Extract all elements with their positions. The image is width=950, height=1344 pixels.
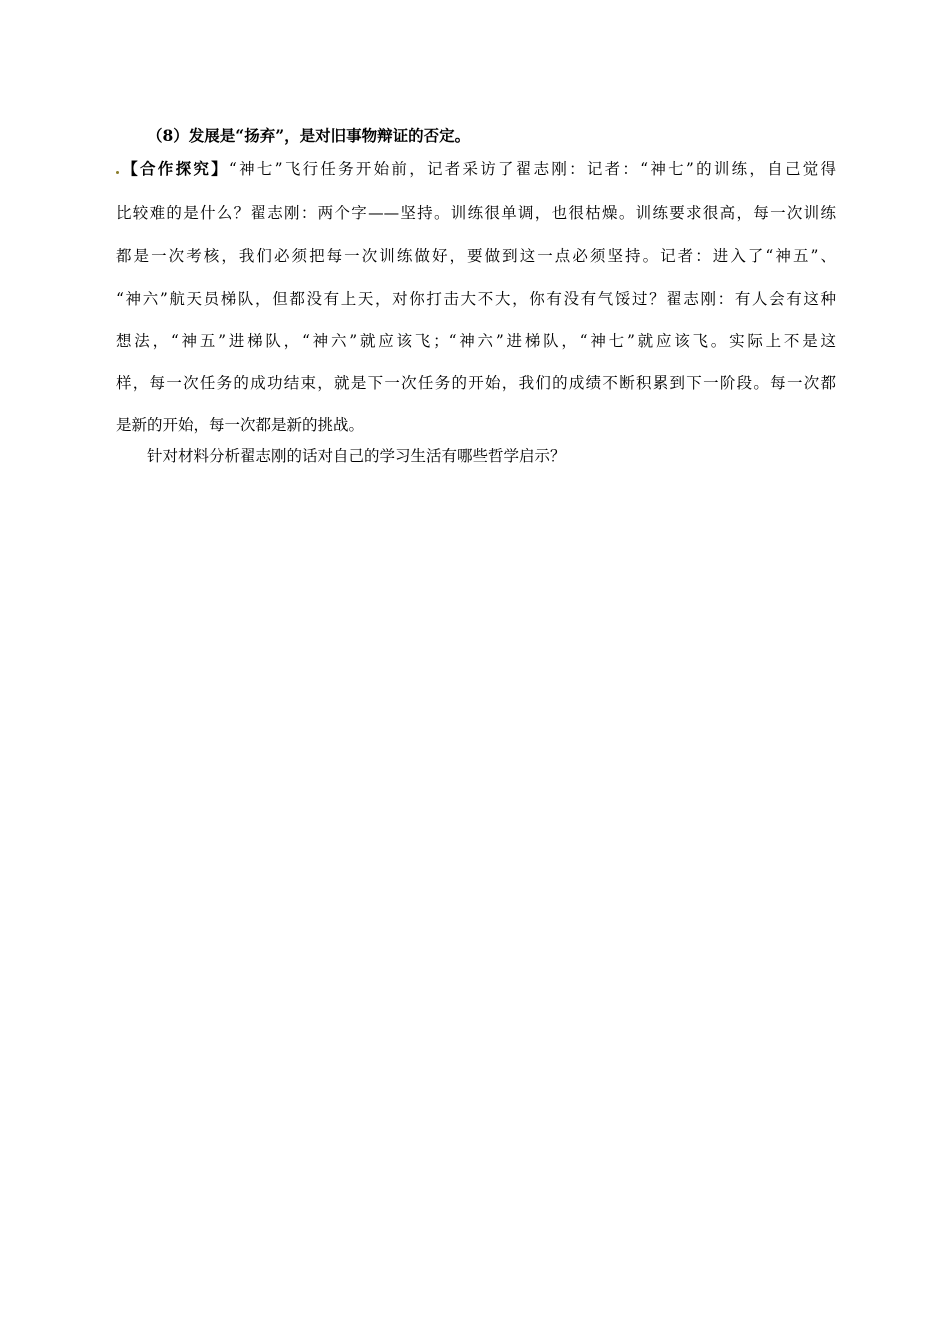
inquiry-line-6: 样，每一次任务的成功结束，就是下一次任务的开始，我们的成绩不断积累到下一阶段。每一次都 <box>116 374 836 392</box>
question-text: 针对材料分析翟志刚的话对自己的学习生活有哪些哲学启示？ <box>147 447 566 465</box>
inquiry-line-5: 想法，“神五”进梯队，“神六”就应该飞；“神六”进梯队，“神七”就应该飞。实际上不是这 <box>116 332 836 350</box>
inquiry-label: 【合作探究】 <box>120 159 229 178</box>
inquiry-text: “神七”飞行任务开始前，记者采访了翟志刚：记者：“神七”的训练，自己觉得 <box>228 160 836 178</box>
margin-mark-icon <box>116 171 119 174</box>
inquiry-line-3: 都是一次考核，我们必须把每一次训练做好，要做到这一点必须坚持。记者：进入了“神五”、 <box>116 247 836 265</box>
inquiry-line-4: “神六”航天员梯队，但都没有上天，对你打击大不大，你有没有气馁过？翟志刚：有人会有这种 <box>116 290 836 308</box>
inquiry-line-1 <box>116 159 836 179</box>
inquiry-line-2: 比较难的是什么？翟志刚：两个字——坚持。训练很单调，也很枯燥。训练要求很高，每一次训练 <box>116 204 836 222</box>
inquiry-line-7: 是新的开始，每一次都是新的挑战。 <box>116 416 365 434</box>
section-heading: （8）发展是“扬弃”，是对旧事物辩证的否定。 <box>147 126 471 145</box>
